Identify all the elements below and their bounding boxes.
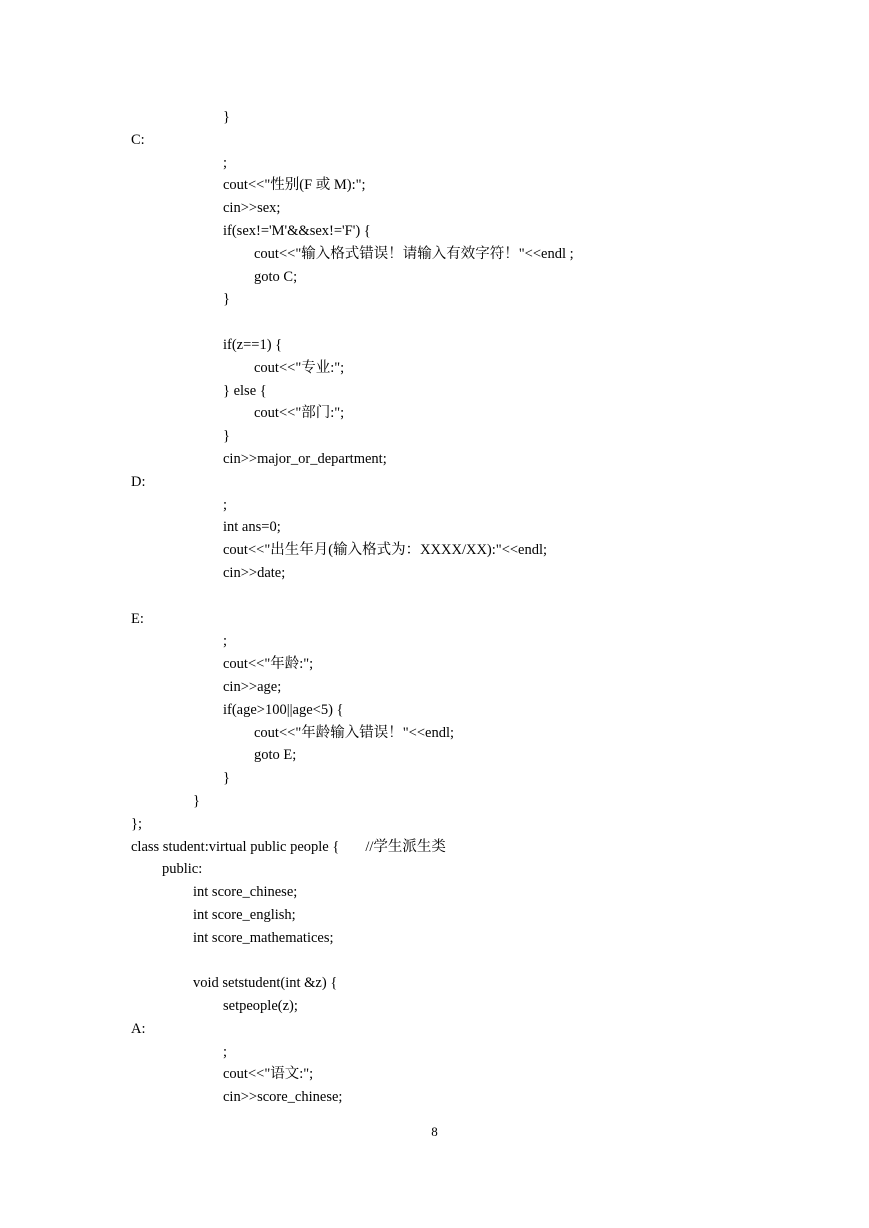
code-text: int score_english;: [193, 906, 296, 923]
code-line: [131, 699, 831, 722]
code-line: [131, 676, 831, 699]
code-text: cout<<"语文:";: [223, 1066, 314, 1083]
code-line: [131, 334, 831, 357]
code-line: [131, 1086, 831, 1109]
code-text: public:: [162, 861, 203, 878]
code-line: [131, 562, 831, 585]
code-line: [131, 927, 831, 950]
code-comment: //学生派生类: [365, 838, 446, 855]
code-text: C:: [131, 131, 145, 148]
code-text: A:: [131, 1020, 146, 1037]
code-line: [131, 995, 831, 1018]
code-line: [131, 585, 831, 608]
code-line: [131, 722, 831, 745]
code-line: [131, 539, 831, 562]
code-text: cout<<"部门:";: [254, 405, 345, 422]
code-line: [131, 904, 831, 927]
code-text: cout<<"输入格式错误！请输入有效字符！"<<endl ;: [254, 245, 574, 262]
code-line: [131, 744, 831, 767]
code-line: [131, 813, 831, 836]
code-line: [131, 1041, 831, 1064]
code-text: D:: [131, 473, 146, 490]
code-line: [131, 129, 831, 152]
code-text: if(age>100||age<5) {: [223, 701, 344, 718]
code-text: cin>>age;: [223, 678, 282, 695]
code-text: cout<<"年龄输入错误！"<<endl;: [254, 724, 455, 741]
code-text: if(sex!='M'&&sex!='F') {: [223, 222, 371, 239]
code-text: cin>>major_or_department;: [223, 450, 387, 467]
code-text: int ans=0;: [223, 519, 281, 536]
code-line: [131, 858, 831, 881]
code-text: ;: [223, 154, 228, 171]
code-text: cin>>date;: [223, 564, 286, 581]
page-number: 8: [431, 1124, 438, 1139]
code-text: setpeople(z);: [223, 998, 298, 1015]
code-line: [131, 311, 831, 334]
code-text: if(z==1) {: [223, 336, 283, 353]
code-line: [131, 790, 831, 813]
code-line: [131, 494, 831, 517]
code-line: [131, 288, 831, 311]
code-text: } else {: [223, 382, 267, 399]
code-line: [131, 380, 831, 403]
code-line: [131, 608, 831, 631]
code-text: cin>>sex;: [223, 200, 281, 217]
code-line: [131, 471, 831, 494]
code-text: goto E;: [254, 747, 297, 764]
code-text: }: [223, 428, 230, 445]
code-line: [131, 152, 831, 175]
code-line: [131, 881, 831, 904]
code-text: cout<<"性别(F 或 M):";: [223, 177, 366, 194]
code-text: }: [223, 291, 230, 308]
code-text: }: [223, 770, 230, 787]
code-text: int score_mathematices;: [193, 929, 334, 946]
code-line: [131, 448, 831, 471]
code-line: [131, 425, 831, 448]
code-line: [131, 767, 831, 790]
code-line: [131, 972, 831, 995]
code-line: [131, 516, 831, 539]
code-text: cout<<"年龄:";: [223, 656, 314, 673]
code-text: }: [223, 109, 230, 125]
code-text: int score_chinese;: [193, 884, 298, 901]
code-text: ;: [223, 633, 228, 650]
code-text: ;: [223, 1043, 228, 1060]
code-line: [131, 243, 831, 266]
code-text: void setstudent(int &z) {: [193, 975, 338, 992]
code-text: goto C;: [254, 268, 298, 285]
code-text: cout<<"专业:";: [254, 359, 345, 376]
code-line: [131, 1018, 831, 1041]
code-text: E:: [131, 610, 144, 627]
code-line: [131, 653, 831, 676]
code-text: ;: [223, 496, 228, 513]
code-line: [131, 836, 831, 859]
code-listing: [131, 106, 831, 1109]
code-line: [131, 630, 831, 653]
code-line: [131, 106, 831, 129]
code-text: cout<<"出生年月(输入格式为：XXXX/XX):"<<endl;: [223, 542, 548, 559]
code-text: }: [193, 792, 200, 809]
code-line: [131, 220, 831, 243]
code-line: [131, 174, 831, 197]
code-text: class student:virtual public people {: [131, 838, 340, 855]
code-line: [131, 402, 831, 425]
code-line: [131, 949, 831, 972]
code-line: [131, 1063, 831, 1086]
code-line: [131, 266, 831, 289]
code-text: cin>>score_chinese;: [223, 1089, 343, 1106]
code-text: };: [131, 815, 142, 832]
code-line: [131, 357, 831, 380]
code-line: [131, 197, 831, 220]
